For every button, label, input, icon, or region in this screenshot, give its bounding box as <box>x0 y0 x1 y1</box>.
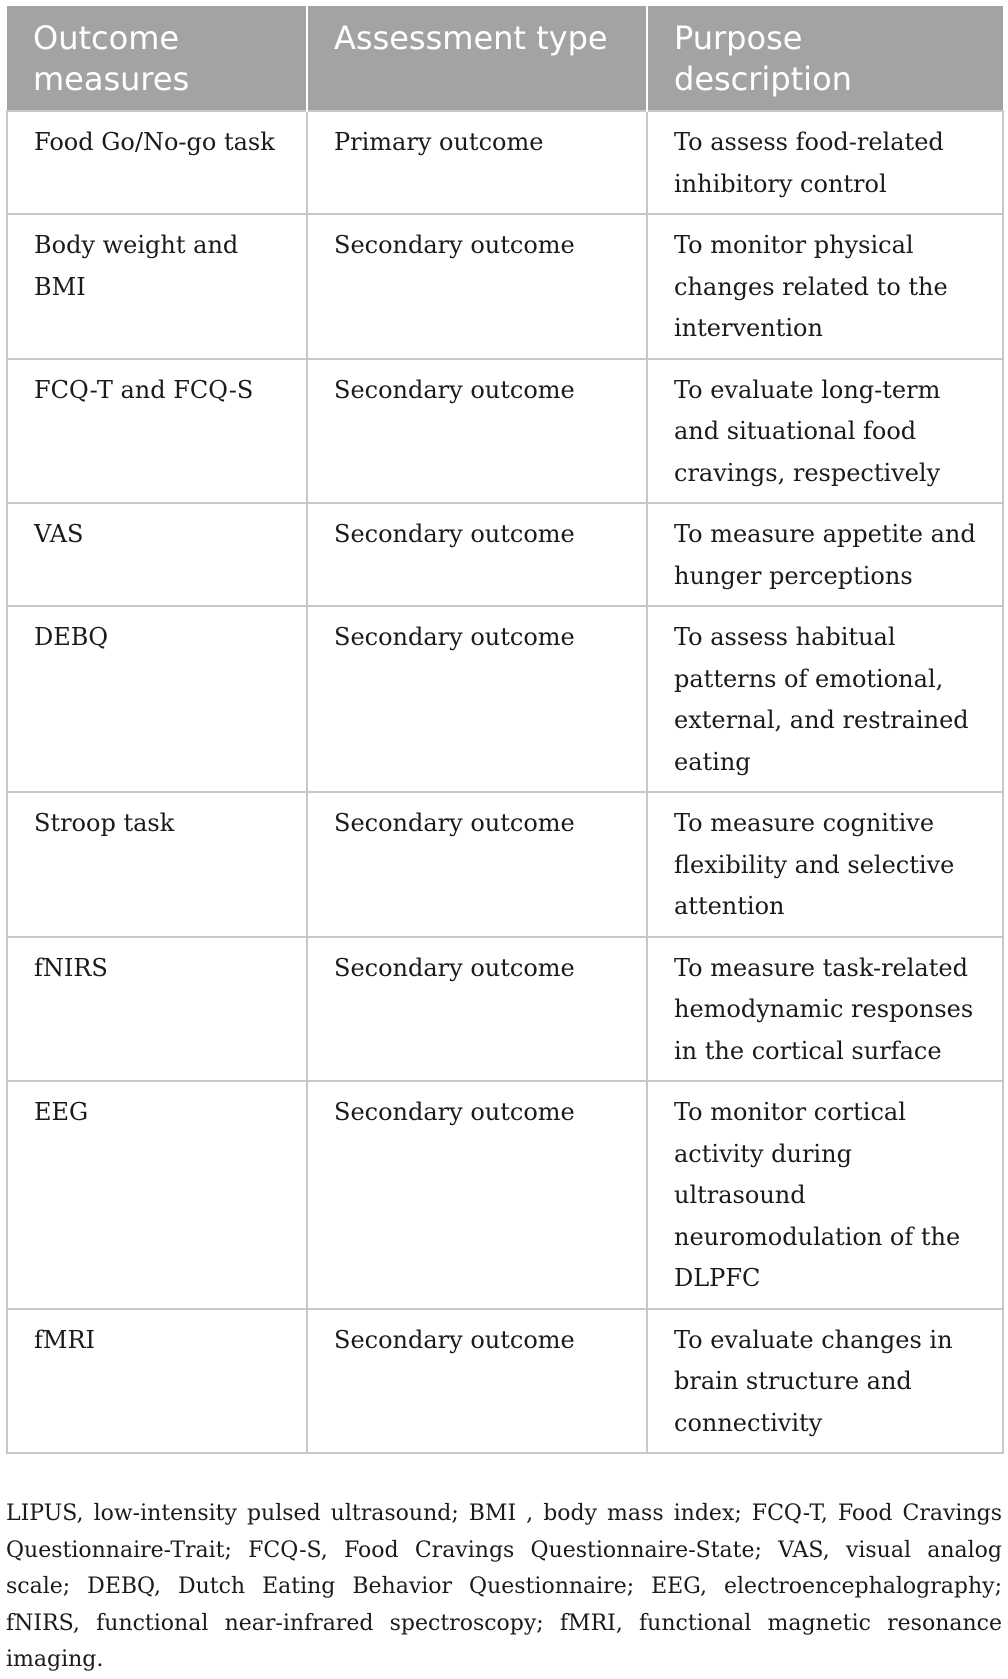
cell-purpose: To assess habitual patterns of emotional, external, and restrained eating <box>647 606 1003 792</box>
cell-purpose: To monitor cortical activity during ultrasound neuromodulation of the DLPFC <box>647 1081 1003 1309</box>
table-row <box>7 1081 1003 1309</box>
outcome-measures-table <box>6 6 1004 1454</box>
table-row <box>7 111 1003 214</box>
header-row <box>7 6 1003 111</box>
cell-measure: fMRI <box>7 1309 307 1454</box>
cell-measure: Body weight and BMI <box>7 214 307 359</box>
cell-measure: VAS <box>7 503 307 606</box>
table-row <box>7 937 1003 1082</box>
header-outcome-measures-line2: measures <box>33 60 190 98</box>
table-body <box>7 111 1003 1453</box>
header-outcome-measures-line1: Outcome <box>33 19 180 57</box>
cell-assessment-type: Secondary outcome <box>307 1081 647 1309</box>
table-row <box>7 503 1003 606</box>
cell-purpose: To evaluate changes in brain structure and connectivity <box>647 1309 1003 1454</box>
cell-assessment-type: Secondary outcome <box>307 503 647 606</box>
cell-purpose: To monitor physical changes related to the intervention <box>647 214 1003 359</box>
cell-assessment-type: Secondary outcome <box>307 606 647 792</box>
table-row <box>7 1309 1003 1454</box>
cell-measure: Food Go/No-go task <box>7 111 307 214</box>
table-row <box>7 792 1003 937</box>
cell-assessment-type: Secondary outcome <box>307 214 647 359</box>
table-row <box>7 359 1003 504</box>
table-row <box>7 214 1003 359</box>
cell-measure: DEBQ <box>7 606 307 792</box>
table-footnote: LIPUS, low-intensity pulsed ultrasound; BMI , body mass index; FCQ-T, Food Cravings Questionnaire-Trait; FCQ-S, Food Cravings Questionnaire-State; VAS, visual analog scale; DEBQ, Dutch Eating Behavior Questionnaire; EEG, electroencephalography; fNIRS, functional near-infrared spectroscopy; fMRI, functional magnetic resonance imaging. <box>6 1501 1002 1672</box>
table-row <box>7 606 1003 792</box>
cell-purpose: To assess food-related inhibitory control <box>647 111 1003 214</box>
cell-assessment-type: Primary outcome <box>307 111 647 214</box>
cell-purpose: To measure cognitive flexibility and selective attention <box>647 792 1003 937</box>
cell-assessment-type: Secondary outcome <box>307 359 647 504</box>
cell-measure: fNIRS <box>7 937 307 1082</box>
outcome-measures-table-container <box>6 6 1002 1454</box>
cell-assessment-type: Secondary outcome <box>307 792 647 937</box>
header-purpose-description <box>647 6 1003 111</box>
cell-measure: Stroop task <box>7 792 307 937</box>
cell-purpose: To measure appetite and hunger perceptions <box>647 503 1003 606</box>
header-purpose-description-line1: Purpose <box>674 19 803 57</box>
header-outcome-measures <box>7 6 307 111</box>
table-header <box>7 6 1003 111</box>
header-purpose-description-line2: description <box>674 60 852 98</box>
cell-assessment-type: Secondary outcome <box>307 1309 647 1454</box>
cell-measure: EEG <box>7 1081 307 1309</box>
cell-purpose: To evaluate long-term and situational food cravings, respectively <box>647 359 1003 504</box>
cell-purpose: To measure task-related hemodynamic responses in the cortical surface <box>647 937 1003 1082</box>
cell-measure: FCQ-T and FCQ-S <box>7 359 307 504</box>
cell-assessment-type: Secondary outcome <box>307 937 647 1082</box>
header-assessment-type-line1: Assessment type <box>334 19 608 57</box>
header-assessment-type <box>307 6 647 111</box>
